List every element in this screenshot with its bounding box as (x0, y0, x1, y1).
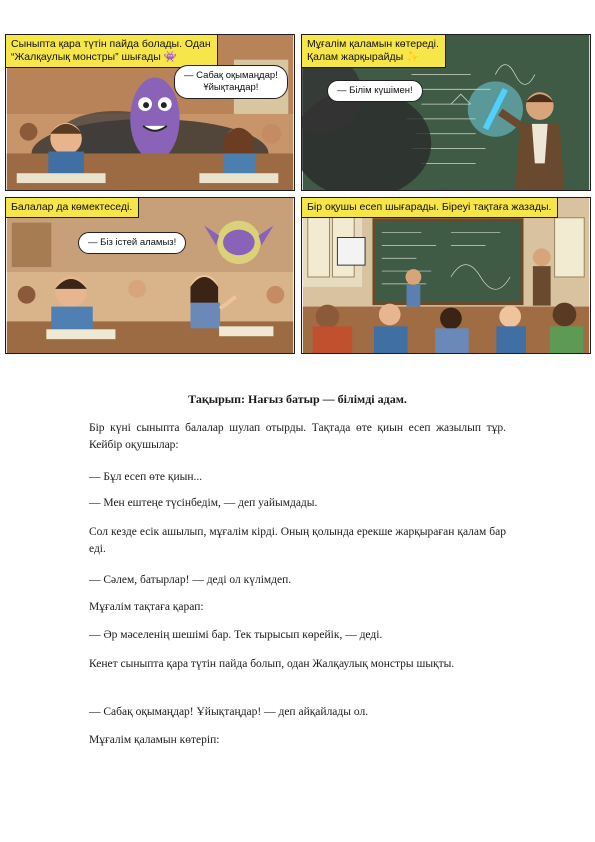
story-paragraph: — Сабақ оқымаңдар! Ұйықтаңдар! — деп айқайлады ол. (89, 706, 369, 718)
panel-caption: Балалар да көмектеседі. (6, 198, 139, 218)
comic-strip (5, 34, 591, 354)
comic-panel-board (301, 197, 591, 354)
story-paragraph: Кенет сыныпта қара түтін пайда болып, одан Жалқаулық монстры шықты. (89, 658, 455, 670)
speech-bubble: — Білім күшімен! (327, 80, 423, 102)
student-at-board-illustration (302, 198, 590, 353)
story-paragraph: — Мен ештеңе түсінбедім, — деп уайымдады. (89, 497, 318, 509)
story-paragraph: — Әр мәселенің шешімі бар. Тек тырысып көрейік, — деді. (89, 629, 383, 641)
story-paragraph: — Сәлем, батырлар! — деді ол күлімдеп. (89, 574, 292, 586)
story-paragraph: Мұғалім тақтаға қарап: (89, 601, 204, 613)
comic-panel-monster (5, 34, 295, 191)
story-title: Тақырып: Нағыз батыр — білімді адам. (188, 392, 407, 406)
comic-panel-teacher (301, 34, 591, 191)
story-paragraph: — Бұл есеп өте қиын... (89, 471, 203, 483)
speech-bubble: — Біз істей аламыз! (78, 232, 186, 254)
story-paragraph: Бір күні сыныпта балалар шулап отырды. Тақтада өте қиын есеп жазылып тұр. Кейбір оқушылар: (89, 422, 506, 451)
story-paragraph: Мұғалім қаламын көтеріп: (89, 734, 220, 746)
speech-bubble: — Сабақ оқымаңдар! Ұйықтаңдар! (174, 65, 288, 99)
panel-caption: Мұғалім қаламын көтереді. Қалам жарқырайды ✨ (302, 35, 446, 68)
panel-caption: Бір оқушы есеп шығарады. Біреуі тақтаға жазады. (302, 198, 558, 218)
children-helping-illustration (6, 198, 294, 353)
panel-caption: Сыныпта қара түтін пайда болады. Одан “Жалқаулық монстры” шығады 👾 (6, 35, 218, 68)
story-paragraph: Сол кезде есік ашылып, мұғалім кірді. Оның қолында ерекше жарқыраған қалам бар еді. (89, 526, 506, 555)
comic-panel-children (5, 197, 295, 354)
